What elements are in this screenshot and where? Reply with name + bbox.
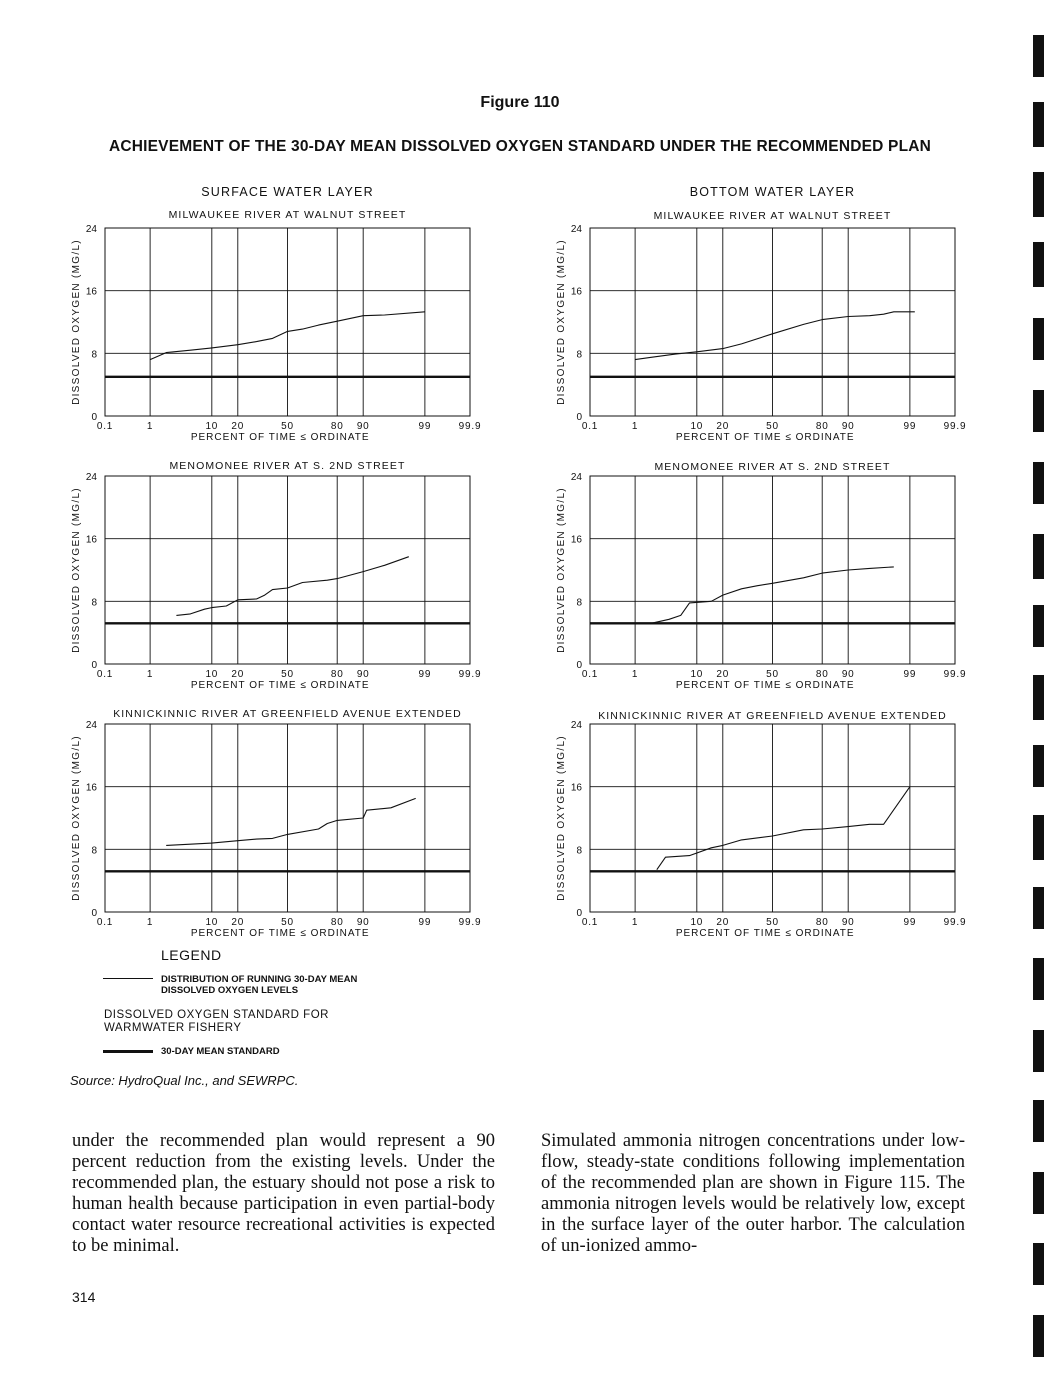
- y-tick-label: 0: [91, 412, 97, 423]
- chart-surface-kinnickinnic: [60, 714, 500, 946]
- x-tick-label: 50: [281, 421, 294, 432]
- x-axis-label: PERCENT OF TIME ≤ ORDINATE: [190, 928, 370, 939]
- x-tick-label: 20: [231, 669, 245, 680]
- x-tick-label: 99.9: [943, 917, 967, 928]
- x-tick-label: 50: [766, 669, 779, 680]
- y-tick-label: 24: [570, 224, 582, 235]
- y-tick-label: 0: [576, 660, 582, 671]
- body-paragraph-left: under the recommended plan would represent a 90 percent reduction from the existing levels. Under the recommended plan, the estuary should not pose a risk to human health because participation in even partial-body contact water resource recreational activities is expected to be minimal.: [72, 1131, 495, 1256]
- x-axis-label: PERCENT OF TIME ≤ ORDINATE: [190, 432, 370, 443]
- x-tick-label: 99: [903, 669, 917, 680]
- page-number: 314: [72, 1289, 96, 1305]
- x-tick-label: 99: [418, 917, 432, 928]
- x-tick-label: 1: [146, 917, 154, 928]
- x-tick-label: 1: [631, 917, 639, 928]
- x-tick-label: 0.1: [581, 669, 599, 680]
- edge-index-mark: [1033, 102, 1044, 147]
- y-tick-label: 24: [570, 720, 582, 731]
- x-tick-label: 1: [631, 669, 639, 680]
- x-tick-label: 20: [231, 421, 245, 432]
- x-tick-label: 50: [766, 917, 779, 928]
- y-tick-label: 0: [91, 908, 97, 919]
- x-tick-label: 1: [146, 421, 154, 432]
- y-tick-label: 8: [576, 349, 582, 361]
- x-tick-label: 0.1: [96, 421, 114, 432]
- y-axis-label: DISSOLVED OXYGEN (MG/L): [71, 239, 82, 405]
- distribution-line: [657, 787, 910, 870]
- x-tick-label: 90: [841, 421, 855, 432]
- edge-index-mark: [1033, 958, 1044, 1000]
- x-tick-label: 1: [146, 669, 154, 680]
- surface-layer-heading: SURFACE WATER LAYER: [201, 185, 374, 199]
- x-axis-label: PERCENT OF TIME ≤ ORDINATE: [190, 680, 370, 691]
- edge-index-mark: [1033, 172, 1044, 217]
- chart-bottom-kinnickinnic: [545, 714, 985, 946]
- x-tick-label: 0.1: [581, 917, 599, 928]
- x-tick-label: 0.1: [581, 421, 599, 432]
- x-tick-label: 80: [815, 917, 829, 928]
- distribution-line: [176, 557, 408, 616]
- distribution-line: [166, 798, 416, 845]
- y-tick-label: 16: [85, 534, 97, 546]
- x-tick-label: 80: [815, 669, 829, 680]
- x-tick-label: 0.1: [96, 917, 114, 928]
- edge-index-mark: [1033, 1315, 1044, 1357]
- y-axis-label: DISSOLVED OXYGEN (MG/L): [556, 239, 567, 405]
- x-tick-label: 10: [205, 421, 219, 432]
- plot-title-surface-kinnickinnic: KINNICKINNIC RIVER AT GREENFIELD AVENUE EXTENDED: [113, 708, 462, 720]
- x-tick-label: 99.9: [943, 421, 967, 432]
- x-tick-label: 90: [356, 669, 370, 680]
- y-axis-label: DISSOLVED OXYGEN (MG/L): [556, 487, 567, 653]
- y-tick-label: 24: [85, 224, 97, 235]
- distribution-line: [635, 312, 915, 360]
- x-tick-label: 10: [205, 669, 219, 680]
- x-tick-label: 90: [356, 917, 370, 928]
- x-tick-label: 80: [815, 421, 829, 432]
- x-tick-label: 99: [418, 421, 432, 432]
- y-tick-label: 8: [91, 845, 97, 857]
- x-tick-label: 99.9: [458, 421, 482, 432]
- legend-standard-heading: DISSOLVED OXYGEN STANDARD FOR WARMWATER FISHERY: [104, 1009, 329, 1034]
- y-tick-label: 24: [85, 720, 97, 731]
- edge-index-mark: [1033, 534, 1044, 579]
- x-tick-label: 99: [903, 917, 917, 928]
- x-axis-label: PERCENT OF TIME ≤ ORDINATE: [675, 432, 855, 443]
- y-tick-label: 24: [570, 472, 582, 483]
- edge-index-mark: [1033, 815, 1044, 860]
- y-tick-label: 8: [91, 349, 97, 361]
- x-tick-label: 90: [841, 669, 855, 680]
- source-note: Source: HydroQual Inc., and SEWRPC.: [70, 1073, 299, 1088]
- x-tick-label: 0.1: [96, 669, 114, 680]
- x-tick-label: 10: [690, 669, 704, 680]
- y-tick-label: 16: [570, 782, 582, 794]
- figure-number: Figure 110: [480, 94, 560, 111]
- legend-distribution-label: DISTRIBUTION OF RUNNING 30-DAY MEAN DISSOLVED OXYGEN LEVELS: [161, 974, 358, 996]
- x-tick-label: 90: [841, 917, 855, 928]
- x-tick-label: 50: [766, 421, 779, 432]
- y-tick-label: 8: [576, 845, 582, 857]
- edge-index-mark: [1033, 35, 1044, 77]
- x-axis-label: PERCENT OF TIME ≤ ORDINATE: [675, 928, 855, 939]
- x-tick-label: 20: [231, 917, 245, 928]
- edge-index-mark: [1033, 605, 1044, 647]
- edge-index-mark: [1033, 242, 1044, 287]
- x-tick-label: 20: [716, 669, 730, 680]
- edge-index-mark: [1033, 675, 1044, 720]
- legend-standard-swatch: [103, 1050, 153, 1053]
- plot-title-bottom-milwaukee: MILWAUKEE RIVER AT WALNUT STREET: [653, 210, 892, 222]
- y-tick-label: 24: [85, 472, 97, 483]
- y-tick-label: 16: [570, 286, 582, 298]
- chart-surface-milwaukee: [60, 218, 500, 450]
- x-tick-label: 80: [330, 669, 344, 680]
- y-tick-label: 0: [576, 412, 582, 423]
- x-tick-label: 10: [205, 917, 219, 928]
- plot-title-bottom-kinnickinnic: KINNICKINNIC RIVER AT GREENFIELD AVENUE EXTENDED: [598, 710, 947, 722]
- edge-index-mark: [1033, 1172, 1044, 1214]
- edge-index-mark: [1033, 1100, 1044, 1142]
- bottom-layer-heading: BOTTOM WATER LAYER: [689, 185, 856, 199]
- x-tick-label: 20: [716, 421, 730, 432]
- edge-index-mark: [1033, 887, 1044, 929]
- y-tick-label: 16: [570, 534, 582, 546]
- x-tick-label: 50: [281, 669, 294, 680]
- y-tick-label: 0: [91, 660, 97, 671]
- x-tick-label: 50: [281, 917, 294, 928]
- y-axis-label: DISSOLVED OXYGEN (MG/L): [556, 735, 567, 901]
- figure-title: ACHIEVEMENT OF THE 30-DAY MEAN DISSOLVED OXYGEN STANDARD UNDER THE RECOMMENDED PLAN: [108, 138, 932, 155]
- y-tick-label: 16: [85, 286, 97, 298]
- plot-title-surface-menomonee: MENOMONEE RIVER AT S. 2ND STREET: [169, 460, 406, 472]
- x-tick-label: 99.9: [458, 669, 482, 680]
- plot-title-bottom-menomonee: MENOMONEE RIVER AT S. 2ND STREET: [654, 461, 891, 473]
- edge-index-mark: [1033, 462, 1044, 504]
- x-tick-label: 90: [356, 421, 370, 432]
- legend-heading: LEGEND: [161, 947, 222, 963]
- x-tick-label: 99.9: [943, 669, 967, 680]
- chart-bottom-menomonee: [545, 466, 985, 698]
- edge-index-mark: [1033, 390, 1044, 432]
- chart-bottom-milwaukee: [545, 218, 985, 450]
- chart-surface-menomonee: [60, 466, 500, 698]
- edge-index-mark: [1033, 745, 1044, 787]
- x-axis-label: PERCENT OF TIME ≤ ORDINATE: [675, 680, 855, 691]
- y-axis-label: DISSOLVED OXYGEN (MG/L): [71, 735, 82, 901]
- x-tick-label: 10: [690, 917, 704, 928]
- y-tick-label: 0: [576, 908, 582, 919]
- plot-title-surface-milwaukee: MILWAUKEE RIVER AT WALNUT STREET: [168, 209, 407, 221]
- y-axis-label: DISSOLVED OXYGEN (MG/L): [71, 487, 82, 653]
- x-tick-label: 80: [330, 917, 344, 928]
- edge-index-mark: [1033, 1030, 1044, 1072]
- x-tick-label: 10: [690, 421, 704, 432]
- body-paragraph-right: Simulated ammonia nitrogen concentrations under low-flow, steady-state conditions following implementation of the recommended plan are shown in Figure 115. The ammonia nitrogen levels would be relatively low, except in the surface layer of the outer harbor. The calculation of un-ionized ammo-: [541, 1131, 965, 1256]
- x-tick-label: 99: [903, 421, 917, 432]
- x-tick-label: 99: [418, 669, 432, 680]
- y-tick-label: 8: [576, 597, 582, 609]
- legend-standard-label: 30-DAY MEAN STANDARD: [161, 1046, 280, 1057]
- x-tick-label: 1: [631, 421, 639, 432]
- x-tick-label: 99.9: [458, 917, 482, 928]
- x-tick-label: 20: [716, 917, 730, 928]
- edge-index-mark: [1033, 1243, 1044, 1285]
- y-tick-label: 16: [85, 782, 97, 794]
- y-tick-label: 8: [91, 597, 97, 609]
- x-tick-label: 80: [330, 421, 344, 432]
- edge-index-mark: [1033, 318, 1044, 360]
- legend-distribution-swatch: [103, 978, 153, 979]
